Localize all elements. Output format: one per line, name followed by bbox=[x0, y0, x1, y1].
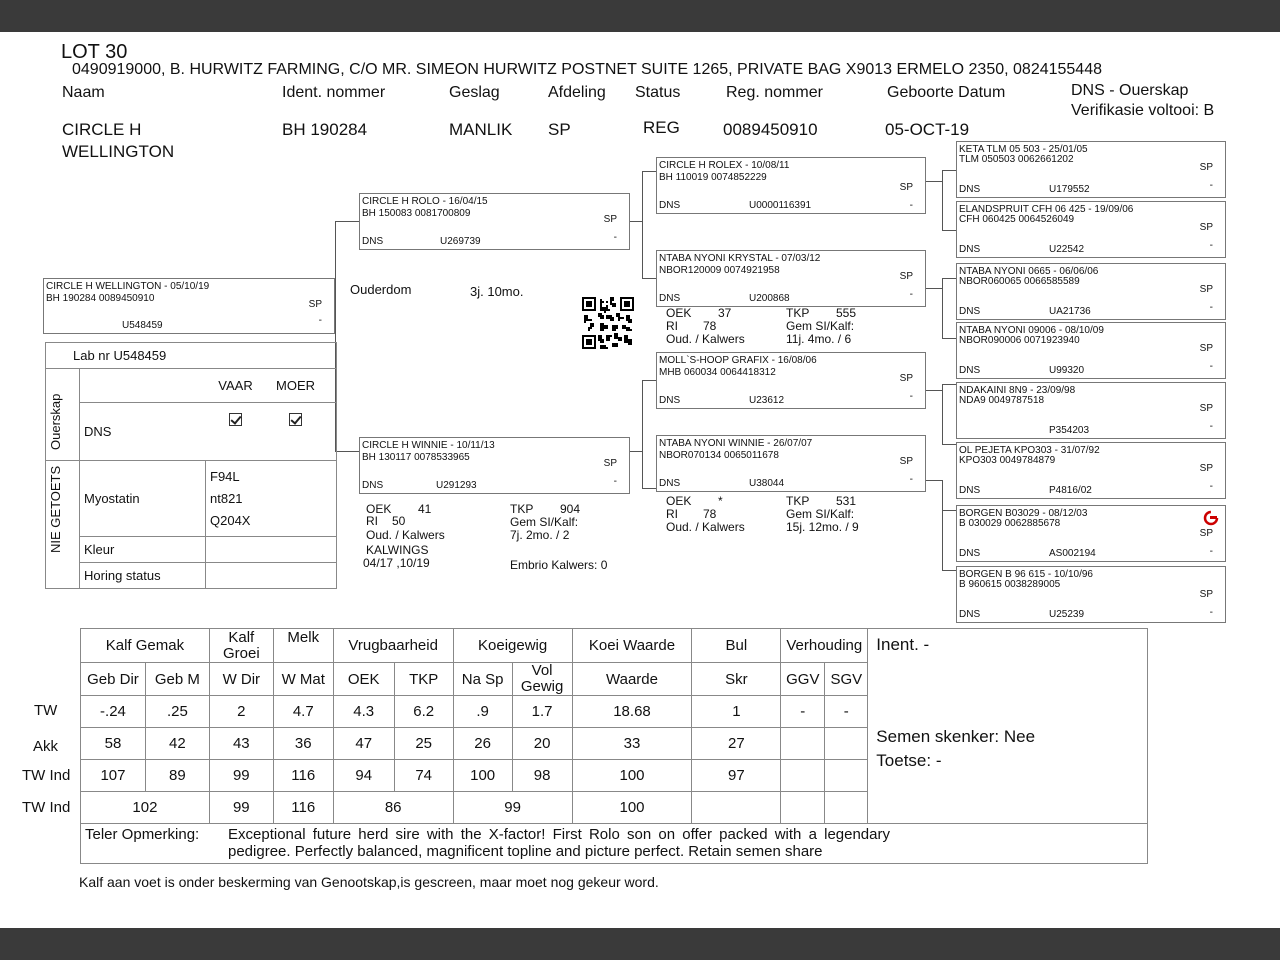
qr-code-icon bbox=[582, 297, 634, 349]
col-header: W Dir bbox=[209, 663, 273, 696]
ggp-code: U25239 bbox=[1049, 609, 1085, 620]
tw-value: 18.68 bbox=[572, 696, 692, 728]
footer-note: Kalf aan voet is onder beskerming van Genootskap,is gescreen, maar moet nog gekeur word. bbox=[79, 874, 659, 890]
age-value: 3j. 10mo. bbox=[470, 284, 524, 299]
grandparent-box bbox=[656, 157, 926, 214]
gp-ri-value: 78 bbox=[703, 319, 717, 333]
sire-id: BH 150083 0081700809 bbox=[362, 208, 471, 219]
horing-value bbox=[206, 563, 337, 589]
connector-line bbox=[942, 278, 956, 279]
gp-id: MHB 060034 0064418312 bbox=[659, 367, 776, 378]
connector-line bbox=[642, 488, 656, 489]
col-header: GGV bbox=[781, 663, 825, 696]
ggp-dash: - bbox=[1209, 607, 1213, 618]
sire-title: CIRCLE H ROLO - 16/04/15 bbox=[362, 196, 488, 207]
ggp-code: UA21736 bbox=[1049, 306, 1091, 317]
ggp-dns: DNS bbox=[959, 485, 981, 496]
twind-value: 97 bbox=[692, 760, 781, 792]
gp-title: MOLL`S-HOOP GRAFIX - 16/08/06 bbox=[659, 355, 817, 366]
dam-oek-value: 41 bbox=[418, 502, 432, 516]
ggp-id: KPO303 0049784879 bbox=[959, 455, 1056, 466]
age-label: Ouderdom bbox=[350, 282, 412, 297]
gp-ri-label: RI bbox=[666, 507, 678, 521]
connector-line bbox=[942, 444, 956, 445]
dam-code: U291293 bbox=[436, 480, 477, 491]
sire-code: U269739 bbox=[440, 236, 481, 247]
gp-id: NBOR070134 0065011678 bbox=[659, 450, 779, 461]
gp-dash: - bbox=[909, 200, 913, 211]
sire-sp: SP bbox=[603, 214, 617, 225]
toetse-text: Toetse: - bbox=[876, 751, 942, 770]
col-header: OEK bbox=[333, 663, 394, 696]
connector-line bbox=[926, 288, 942, 289]
ggp-title: NTABA NYONI 0665 - 06/06/06 bbox=[959, 266, 1099, 277]
great-grandparent-box bbox=[956, 201, 1226, 258]
great-grandparent-box bbox=[956, 263, 1226, 320]
tw-value: 4.7 bbox=[273, 696, 333, 728]
remark-line: Exceptional future herd sire with the X-factor! First Rolo son on offer packed with a legendary bbox=[228, 826, 890, 843]
gp-ri-label: RI bbox=[666, 319, 678, 333]
connector-line bbox=[630, 451, 642, 452]
ggp-id: NBOR060065 0066585589 bbox=[959, 276, 1080, 287]
dam-ri-label: RI bbox=[366, 514, 378, 528]
col-header: Skr bbox=[692, 663, 781, 696]
top-bar bbox=[0, 0, 1280, 32]
dam-tkp-label: TKP bbox=[510, 502, 534, 516]
col-header: Vol Gewig bbox=[512, 663, 572, 696]
connector-line bbox=[642, 171, 643, 278]
animal-name-1: CIRCLE H bbox=[62, 120, 142, 139]
gp-title: NTABA NYONI WINNIE - 26/07/07 bbox=[659, 438, 813, 449]
akk-value: 58 bbox=[81, 728, 146, 760]
ggp-title: BORGEN B 96 615 - 10/10/96 bbox=[959, 569, 1093, 580]
subject-title: CIRCLE H WELLINGTON - 05/10/19 bbox=[46, 281, 210, 292]
dam-ri-value: 50 bbox=[392, 514, 406, 528]
gp-oek-value: 37 bbox=[718, 306, 732, 320]
connector-line bbox=[942, 510, 956, 511]
row-label-twind: TW Ind bbox=[22, 767, 71, 784]
label-ident: Ident. nommer bbox=[282, 84, 386, 101]
akk-value bbox=[781, 728, 825, 760]
connector-line bbox=[642, 278, 656, 279]
gp-dash: - bbox=[909, 391, 913, 402]
akk-value: 36 bbox=[273, 728, 333, 760]
gp-dns: DNS bbox=[659, 395, 681, 406]
twind2-value: 86 bbox=[333, 792, 453, 824]
connector-line bbox=[942, 384, 956, 385]
group-header: Verhouding bbox=[781, 629, 868, 663]
label-status: Status bbox=[635, 84, 681, 101]
ggp-code: U99320 bbox=[1049, 365, 1085, 376]
ggp-dash: - bbox=[1209, 240, 1213, 251]
connector-line bbox=[926, 390, 942, 391]
gp-dns: DNS bbox=[659, 200, 681, 211]
twind2-value: 99 bbox=[209, 792, 273, 824]
dam-dash: - bbox=[613, 476, 617, 487]
tw-value: -.24 bbox=[81, 696, 146, 728]
akk-value: 25 bbox=[394, 728, 453, 760]
myostatin-value: F94L bbox=[210, 468, 240, 484]
ggp-sp: SP bbox=[1199, 222, 1213, 233]
gp-code: U200868 bbox=[749, 293, 790, 304]
remark-line: pedigree. Perfectly balanced, magnificent topline and picture perfect. Retain semen share bbox=[228, 843, 823, 860]
gp-id: BH 110019 0074852229 bbox=[659, 172, 767, 183]
connector-line bbox=[335, 451, 359, 452]
ggp-sp: SP bbox=[1199, 343, 1213, 354]
dam-title: CIRCLE H WINNIE - 10/11/13 bbox=[362, 440, 495, 451]
row-label-twind2: TW Ind bbox=[22, 799, 71, 816]
ggp-id: CFH 060425 0064526049 bbox=[959, 214, 1075, 225]
row-label-akk: Akk bbox=[33, 738, 59, 755]
ggp-dns: DNS bbox=[959, 306, 981, 317]
group-header: Vrugbaarheid bbox=[333, 629, 453, 663]
great-grandparent-box bbox=[956, 505, 1226, 562]
sire-dash: - bbox=[613, 232, 617, 243]
dam-box bbox=[359, 437, 630, 494]
ggp-dash: - bbox=[1209, 421, 1213, 432]
gp-sp: SP bbox=[899, 456, 913, 467]
great-grandparent-box bbox=[956, 322, 1226, 379]
connector-line bbox=[335, 305, 336, 306]
gp-code: U0000116391 bbox=[749, 200, 812, 211]
teler-opmerking-cell bbox=[81, 824, 1148, 864]
myostatin-label: Myostatin bbox=[80, 461, 206, 537]
connector-line bbox=[942, 338, 956, 339]
tw-value: 1 bbox=[692, 696, 781, 728]
connector-line bbox=[642, 380, 656, 381]
akk-value: 20 bbox=[512, 728, 572, 760]
gp-gem-value: 15j. 12mo. / 9 bbox=[786, 520, 859, 534]
ggp-id: B 030029 0062885678 bbox=[959, 518, 1061, 529]
moer-checkbox-icon bbox=[289, 413, 302, 426]
inent-text: Inent. - bbox=[876, 635, 930, 654]
ggp-dash: - bbox=[1209, 481, 1213, 492]
dam-dns: DNS bbox=[362, 480, 384, 491]
animal-sex: MANLIK bbox=[449, 120, 513, 139]
twind2-value bbox=[692, 792, 781, 824]
great-grandparent-box bbox=[956, 566, 1226, 623]
connector-line bbox=[926, 480, 942, 481]
ggp-title: ELANDSPRUIT CFH 06 425 - 19/09/06 bbox=[959, 204, 1134, 215]
subject-box bbox=[43, 278, 335, 334]
twind2-value: 99 bbox=[453, 792, 572, 824]
gp-dash: - bbox=[909, 474, 913, 485]
akk-value bbox=[825, 728, 868, 760]
label-reg: Reg. nommer bbox=[726, 84, 823, 101]
label-naam: Naam bbox=[62, 84, 105, 101]
ggp-id: B 960615 0038289005 bbox=[959, 579, 1061, 590]
inent-cell bbox=[868, 629, 1148, 824]
tw-value: - bbox=[825, 696, 868, 728]
group-header: Bul bbox=[692, 629, 781, 663]
group-header: Melk bbox=[273, 629, 333, 663]
connector-line bbox=[942, 170, 956, 171]
bottom-bar bbox=[0, 928, 1280, 960]
connector-line bbox=[942, 384, 943, 444]
tw-value: 2 bbox=[209, 696, 273, 728]
dns-label: DNS bbox=[80, 403, 206, 461]
akk-value: 33 bbox=[572, 728, 692, 760]
ggp-code: AS002194 bbox=[1049, 548, 1096, 559]
gp-dash: - bbox=[909, 289, 913, 300]
tw-value: .25 bbox=[145, 696, 209, 728]
gp-title: CIRCLE H ROLEX - 10/08/11 bbox=[659, 160, 790, 171]
dam-embrio: Embrio Kalwers: 0 bbox=[510, 558, 608, 572]
ggp-dash: - bbox=[1209, 361, 1213, 372]
row-label-tw: TW bbox=[34, 702, 58, 719]
ggp-sp: SP bbox=[1199, 463, 1213, 474]
ggp-dns: DNS bbox=[959, 184, 981, 195]
great-grandparent-box bbox=[956, 442, 1226, 499]
ggp-id: TLM 050503 0062661202 bbox=[959, 154, 1074, 165]
twind-value bbox=[825, 760, 868, 792]
twind2-value bbox=[781, 792, 825, 824]
ggp-code: P354203 bbox=[1049, 425, 1090, 436]
connector-line bbox=[630, 221, 642, 222]
connector-line bbox=[642, 380, 643, 488]
animal-dob: 05-OCT-19 bbox=[885, 120, 970, 139]
subject-code: U548459 bbox=[122, 320, 163, 331]
ggp-dash: - bbox=[1209, 302, 1213, 313]
ggp-title: NTABA NYONI 09006 - 08/10/09 bbox=[959, 325, 1104, 336]
ggp-title: NDAKAINI 8N9 - 23/09/98 bbox=[959, 385, 1076, 396]
owner-line: 0490919000, B. HURWITZ FARMING, C/O MR. SIMEON HURWITZ POSTNET SUITE 1265, PRIVATE BAG X9013 ERMELO 2350, 0824155448 bbox=[72, 61, 1102, 78]
animal-reg: 0089450910 bbox=[723, 120, 818, 139]
gp-sp: SP bbox=[899, 373, 913, 384]
gp-code: U38044 bbox=[749, 478, 785, 489]
label-dns-ouerskap: DNS - Ouerskap bbox=[1071, 82, 1189, 99]
dam-id: BH 130117 0078533965 bbox=[362, 452, 470, 463]
connector-line bbox=[335, 221, 359, 222]
tw-value: 1.7 bbox=[512, 696, 572, 728]
ggp-title: BORGEN B03029 - 08/12/03 bbox=[959, 508, 1088, 519]
subject-id: BH 190284 0089450910 bbox=[46, 293, 155, 304]
ggp-id: NBOR090006 0071923940 bbox=[959, 335, 1080, 346]
sire-dns: DNS bbox=[362, 236, 384, 247]
gp-ri-value: 78 bbox=[703, 507, 717, 521]
group-header: Kalf Gemak bbox=[81, 629, 210, 663]
gp-gem-value: 11j. 4mo. / 6 bbox=[786, 332, 852, 346]
remark-label: Teler Opmerking: bbox=[85, 826, 200, 843]
ebv-table bbox=[80, 628, 1148, 864]
ouerskap-vertical-label: Ouerskap bbox=[48, 393, 63, 450]
animal-ident: BH 190284 bbox=[282, 120, 368, 139]
akk-value: 27 bbox=[692, 728, 781, 760]
dam-oek-label: OEK bbox=[366, 502, 392, 516]
vaar-checkbox-icon bbox=[229, 413, 242, 426]
ggp-code: U179552 bbox=[1049, 184, 1090, 195]
semen-text: Semen skenker: Nee bbox=[876, 727, 1036, 746]
ggp-code: U22542 bbox=[1049, 244, 1085, 255]
animal-afdeling: SP bbox=[548, 120, 571, 139]
connector-line bbox=[942, 170, 943, 230]
vaar-header: VAAR bbox=[218, 378, 253, 393]
ggp-dns: DNS bbox=[959, 609, 981, 620]
akk-value: 47 bbox=[333, 728, 394, 760]
ggp-title: OL PEJETA KPO303 - 31/07/92 bbox=[959, 445, 1100, 456]
col-header: TKP bbox=[394, 663, 453, 696]
label-verifikasie: Verifikasie voltooi: B bbox=[1071, 102, 1215, 119]
gp-id: NBOR120009 0074921958 bbox=[659, 265, 780, 276]
twind2-empty bbox=[825, 792, 868, 824]
twind-value: 100 bbox=[453, 760, 512, 792]
dam-kalwings-label: KALWINGS bbox=[366, 543, 429, 557]
col-header: Geb Dir bbox=[81, 663, 146, 696]
animal-status: REG bbox=[643, 118, 680, 137]
gp-oud-label: Oud. / Kalwers bbox=[666, 332, 745, 346]
gp-tkp-value: 531 bbox=[836, 494, 857, 508]
grandparent-box bbox=[656, 250, 926, 307]
animal-name-2: WELLINGTON bbox=[62, 142, 175, 161]
akk-value: 26 bbox=[453, 728, 512, 760]
ggp-sp: SP bbox=[1199, 284, 1213, 295]
kleur-label: Kleur bbox=[80, 537, 206, 563]
ggp-dns: DNS bbox=[959, 365, 981, 376]
twind-value: 99 bbox=[209, 760, 273, 792]
subject-sp: SP bbox=[308, 299, 322, 310]
connector-line bbox=[942, 480, 943, 570]
kleur-value bbox=[206, 537, 337, 563]
col-header: W Mat bbox=[273, 663, 333, 696]
akk-value: 42 bbox=[145, 728, 209, 760]
twind-value: 116 bbox=[273, 760, 333, 792]
col-header: SGV bbox=[825, 663, 868, 696]
nie-getoets-vertical-label: NIE GETOETS bbox=[48, 465, 63, 553]
group-header: Kalf Groei bbox=[209, 629, 273, 663]
ggp-id: NDA9 0049787518 bbox=[959, 395, 1045, 406]
ggp-dash: - bbox=[1209, 180, 1213, 191]
myostatin-value: nt821 bbox=[210, 490, 243, 506]
label-geslag: Geslag bbox=[449, 84, 500, 101]
gp-dns: DNS bbox=[659, 478, 681, 489]
ggp-code: P4816/02 bbox=[1049, 485, 1092, 496]
twind2-value: 116 bbox=[273, 792, 333, 824]
ggp-sp: SP bbox=[1199, 589, 1213, 600]
twind-value bbox=[781, 760, 825, 792]
dam-sp: SP bbox=[603, 458, 617, 469]
ggp-sp: SP bbox=[1199, 528, 1213, 539]
twind2-value: 102 bbox=[81, 792, 210, 824]
gp-tkp-label: TKP bbox=[786, 306, 810, 320]
tw-value: 4.3 bbox=[333, 696, 394, 728]
dam-tkp-value: 904 bbox=[560, 502, 581, 516]
gp-oek-value: * bbox=[718, 494, 723, 508]
gp-tkp-label: TKP bbox=[786, 494, 810, 508]
gp-title: NTABA NYONI KRYSTAL - 07/03/12 bbox=[659, 253, 821, 264]
col-header: Geb M bbox=[145, 663, 209, 696]
connector-line bbox=[942, 278, 943, 338]
ggp-dns: DNS bbox=[959, 548, 981, 559]
label-geboorte: Geboorte Datum bbox=[887, 84, 1006, 101]
label-afdeling: Afdeling bbox=[548, 84, 606, 101]
connector-line bbox=[926, 181, 942, 182]
genomic-logo-icon bbox=[1203, 510, 1219, 526]
twind-value: 74 bbox=[394, 760, 453, 792]
tw-value: - bbox=[781, 696, 825, 728]
horing-label: Horing status bbox=[80, 563, 206, 589]
col-header: Waarde bbox=[572, 663, 692, 696]
ggp-dash: - bbox=[1209, 546, 1213, 557]
connector-line bbox=[942, 570, 956, 571]
lab-table bbox=[45, 342, 337, 589]
ggp-dns: DNS bbox=[959, 244, 981, 255]
twind-value: 100 bbox=[572, 760, 692, 792]
subject-dash: - bbox=[318, 315, 322, 326]
akk-value: 43 bbox=[209, 728, 273, 760]
col-header: Na Sp bbox=[453, 663, 512, 696]
gp-sp: SP bbox=[899, 271, 913, 282]
grandparent-box bbox=[656, 435, 926, 492]
moer-header: MOER bbox=[276, 378, 315, 393]
group-header: Koei Waarde bbox=[572, 629, 692, 663]
gp-oek-label: OEK bbox=[666, 494, 692, 508]
lot-number: LOT 30 bbox=[61, 41, 128, 63]
twind-value: 107 bbox=[81, 760, 146, 792]
dam-kalwings-dates: 04/17 ,10/19 bbox=[363, 556, 430, 570]
gp-gem-label: Gem SI/Kalf: bbox=[786, 507, 855, 521]
connector-line bbox=[942, 230, 956, 231]
ggp-sp: SP bbox=[1199, 162, 1213, 173]
sire-box bbox=[359, 193, 630, 250]
ggp-sp: SP bbox=[1199, 403, 1213, 414]
ggp-title: KETA TLM 05 503 - 25/01/05 bbox=[959, 144, 1088, 155]
tw-value: 6.2 bbox=[394, 696, 453, 728]
group-header: Koeigewig bbox=[453, 629, 572, 663]
gp-code: U23612 bbox=[749, 395, 785, 406]
twind-value: 89 bbox=[145, 760, 209, 792]
lab-empty bbox=[80, 369, 206, 403]
grandparent-box bbox=[656, 352, 926, 409]
connector-line bbox=[642, 171, 656, 172]
dam-oud-label: Oud. / Kalwers bbox=[366, 528, 445, 542]
twind-value: 98 bbox=[512, 760, 572, 792]
dam-gem-value: 7j. 2mo. / 2 bbox=[510, 528, 570, 542]
gp-dns: DNS bbox=[659, 293, 681, 304]
lab-number: Lab nr U548459 bbox=[46, 343, 337, 369]
twind-value: 94 bbox=[333, 760, 394, 792]
myostatin-value: Q204X bbox=[210, 512, 251, 528]
gp-oek-label: OEK bbox=[666, 306, 692, 320]
gp-gem-label: Gem SI/Kalf: bbox=[786, 319, 855, 333]
great-grandparent-box bbox=[956, 141, 1226, 198]
gp-oud-label: Oud. / Kalwers bbox=[666, 520, 745, 534]
gp-tkp-value: 555 bbox=[836, 306, 857, 320]
tw-value: .9 bbox=[453, 696, 512, 728]
great-grandparent-box bbox=[956, 382, 1226, 439]
dam-gem-label: Gem SI/Kalf: bbox=[510, 515, 579, 529]
gp-sp: SP bbox=[899, 182, 913, 193]
twind2-value: 100 bbox=[572, 792, 692, 824]
